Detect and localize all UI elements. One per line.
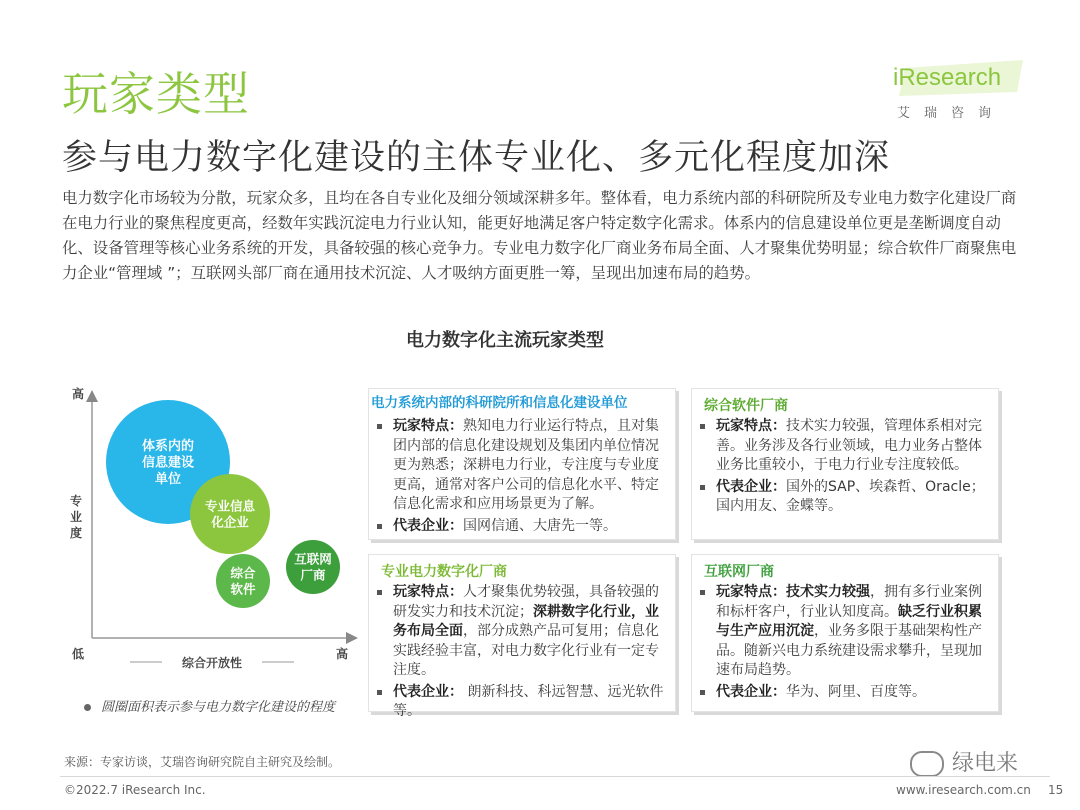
player-card-bullets bbox=[375, 583, 667, 724]
bullet-dot-icon bbox=[84, 704, 91, 711]
watermark bbox=[910, 746, 1018, 777]
player-card-2 bbox=[691, 388, 999, 540]
player-card-bullet: 代表企业：华为、阿里、百度等。 bbox=[698, 683, 990, 703]
section-title: 玩家类型 bbox=[62, 67, 250, 121]
watermark-text: 绿电来 bbox=[952, 751, 1019, 776]
x-axis-label: 综合开放性 bbox=[181, 656, 243, 670]
source-note: 来源：专家访谈，艾瑞咨询研究院自主研究及绘制。 bbox=[64, 755, 341, 769]
wechat-icon bbox=[910, 751, 944, 777]
player-card-1 bbox=[368, 388, 676, 540]
chart-title: 电力数字化主流玩家类型 bbox=[406, 330, 604, 351]
x-axis-high: 高 bbox=[336, 647, 349, 661]
player-card-bullets bbox=[375, 417, 667, 538]
logo-brand: iResearch bbox=[893, 64, 1002, 91]
player-matrix-chart bbox=[60, 380, 360, 680]
player-card-bullet: 玩家特点：人才聚集优势较强，具备较强的研发实力和技术沉淀；深耕数字化行业，业务布局全面，部分成熟产品可复用；信息化实践经验丰富，对电力数字化行业有一定专注度。 bbox=[375, 583, 667, 681]
footer-divider bbox=[60, 776, 1050, 777]
player-card-bullet: 玩家特点：技术实力较强，管理体系相对完善。业务涉及各行业领域，电力业务占整体业务比重较小，于电力行业专注度较低。 bbox=[698, 417, 990, 476]
copyright: ©2022.7 iResearch Inc. bbox=[64, 783, 206, 797]
player-card-4 bbox=[691, 554, 999, 712]
player-card-bullet: 代表企业：国网信通、大唐先一等。 bbox=[375, 517, 667, 537]
bubble-label-2: 专业信息化企业 bbox=[204, 498, 256, 530]
player-card-title: 电力系统内部的科研院所和信息化建设单位 bbox=[369, 391, 630, 411]
intro-paragraph: 电力数字化市场较为分散，玩家众多，且均在各自专业化及细分领域深耕多年。整体看，电力系统内部的科研院所及专业电力数字化建设厂商在电力行业的聚焦程度更高，经数年实践沉淀电力行业认知，能更好地满足客户特定数字化需求。体系内的信息建设单位更是垄断调度自动化、设备管理等核心业务系统的开发，具备较强的核心竞争力。专业电力数字化厂商业务布局全面、人才聚集优势明显；综合软件厂商聚焦电力企业“管理域 ”；互联网头部厂商在通用技术沉淀、人才吸纳方面更胜一筹，呈现出加速布局的趋势。 bbox=[62, 189, 1017, 282]
footnote-text: 圆圈面积表示参与电力数字化建设的程度 bbox=[101, 700, 336, 715]
player-card-title: 专业电力数字化厂商 bbox=[379, 561, 509, 581]
logo-brand-cn: 艾瑞咨询 bbox=[897, 106, 1006, 121]
player-card-bullets bbox=[698, 417, 990, 519]
headline: 参与电力数字化建设的主体专业化、多元化程度加深 bbox=[62, 138, 891, 178]
player-card-bullet: 代表企业：国外的SAP、埃森哲、Oracle；国内用友、金蝶等。 bbox=[698, 478, 990, 517]
bubble-label-3: 综合软件 bbox=[230, 565, 256, 597]
player-card-bullet: 代表企业： 朗新科技、科远智慧、远光软件等。 bbox=[375, 683, 667, 722]
chart-footnote bbox=[84, 696, 335, 715]
y-axis-label: 专业度 bbox=[70, 494, 83, 540]
page-number: 15 bbox=[1048, 783, 1064, 797]
player-card-title: 互联网厂商 bbox=[702, 561, 776, 581]
bubble-label-4: 互联网厂商 bbox=[294, 551, 332, 583]
bubble-label-1: 体系内的信息建设单位 bbox=[141, 439, 195, 488]
iresearch-logo bbox=[885, 58, 1035, 120]
website: www.iresearch.com.cn bbox=[896, 783, 1031, 797]
player-card-bullet: 玩家特点：技术实力较强，拥有多行业案例和标杆客户，行业认知度高。缺乏行业积累与生产应用沉淀，业务多限于基础架构性产品。随新兴电力系统建设需求攀升，呈现加速布局趋势。 bbox=[698, 583, 990, 681]
player-card-title: 综合软件厂商 bbox=[702, 395, 790, 415]
player-card-3 bbox=[368, 554, 676, 719]
y-axis-low: 低 bbox=[72, 647, 85, 661]
y-axis-high: 高 bbox=[72, 387, 85, 401]
player-card-bullet: 玩家特点：熟知电力行业运行特点，且对集团内部的信息化建设规划及集团内单位情况更为熟悉；深耕电力行业，专注度与专业度更高，通常对客户公司的信息化水平、特定信息化需求和应用场景更为了解。 bbox=[375, 417, 667, 515]
player-card-bullets bbox=[698, 583, 990, 704]
